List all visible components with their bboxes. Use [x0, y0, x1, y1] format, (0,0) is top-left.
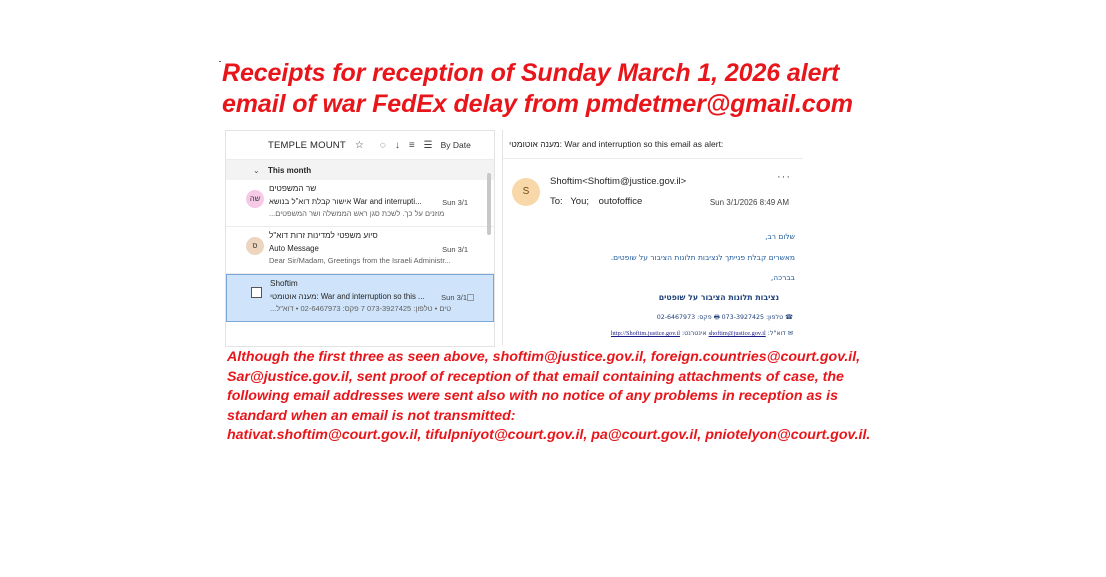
list-item-selected[interactable] [226, 274, 494, 322]
group-header[interactable] [226, 160, 494, 180]
body-contact-line [611, 330, 793, 337]
body-regards: בברכה, [770, 273, 795, 282]
reading-pane [502, 130, 803, 345]
note-line-2: Sar@justice.gov.il, sent proof of reception of that email containing attachments of case, the [227, 368, 844, 385]
message-date: Sun 3/1 [442, 245, 468, 254]
message-header [503, 159, 803, 209]
note-line-3: following email addresses were sent also with no notice of any problems in reception as is [227, 388, 839, 405]
sent-date: Sun 3/1/2026 8:49 AM [709, 198, 789, 207]
more-options-icon[interactable]: ··· [777, 171, 791, 183]
avatar: ס [246, 237, 264, 255]
select-checkbox[interactable] [251, 287, 262, 298]
email-label: ✉ דוא"ל: [767, 330, 793, 337]
body-confirmation: מאשרים קבלת פנייתך לנציבות תלונות הציבור על שופטים. [610, 253, 795, 262]
reply-icon[interactable]: ◌ [379, 139, 386, 151]
folder-title: TEMPLE MOUNT [268, 139, 346, 151]
note-line-4: standard when an email is not transmitted: [227, 407, 516, 424]
group-label: This month [268, 165, 312, 175]
sort-lines-icon[interactable]: ☰ [423, 139, 433, 151]
reading-subject: מענה אוטומטי: War and interruption so this email as alert: [503, 130, 803, 159]
body-signature: נציבות תלונות הציבור על שופטים [658, 293, 779, 302]
message-date: Sun 3/1 [442, 198, 468, 207]
note-line-1: Although the first three as seen above, shoftim@justice.gov.il, foreign.countries@court.gov.il, [227, 349, 861, 365]
message-subject: מענה אוטומטי: War and interruption so this ... [270, 292, 425, 301]
email-link[interactable]: shoftim@justice.gov.il [708, 330, 766, 337]
headline-line-2: email of war FedEx delay from pmdetmer@gmail.com [222, 90, 853, 118]
headline [222, 58, 1082, 120]
message-sender: Shoftim [270, 279, 298, 288]
message-preview: ...טים • טלפון: 073-3927425 7 פקס: 02-6467973 • דוא"ל [270, 304, 452, 313]
pin-icon[interactable] [467, 294, 474, 301]
message-subject: אישור קבלת דוא"ל בנושא War and interrupti... [269, 197, 422, 206]
message-date: Sun 3/1 [441, 293, 467, 302]
list-item[interactable] [226, 227, 494, 274]
body-greeting: שלום רב, [765, 232, 795, 241]
sort-arrow-icon[interactable]: ↓ [394, 139, 400, 151]
filter-icon[interactable]: ≡ [408, 139, 415, 151]
internet-label: אינטרנט: [682, 330, 707, 337]
list-toolbar [226, 131, 494, 160]
message-list-pane [225, 130, 495, 347]
star-icon[interactable]: ☆ [354, 139, 364, 151]
sort-by-date[interactable]: By Date [440, 140, 471, 150]
to-recipient-outofoffice[interactable]: outofoffice [598, 196, 643, 207]
list-item[interactable] [226, 180, 494, 227]
explanatory-note [227, 348, 887, 446]
message-sender: סיוע משפטי למדינות זרות דוא"ל [269, 231, 378, 240]
avatar: S [512, 178, 540, 206]
avatar: שה [246, 190, 264, 208]
message-preview: Dear Sir/Madam, Greetings from the Israeli Administr... [269, 256, 451, 265]
scrollbar[interactable] [487, 173, 491, 235]
from-address[interactable]: Shoftim<Shoftim@justice.gov.il> [550, 176, 687, 187]
website-link[interactable]: http://Shoftim.justice.gov.il [610, 330, 681, 337]
to-line [550, 196, 642, 207]
message-preview: ...מוזנים על כך. לשכת סגן ראש הממשלה ושר המשפטים [269, 209, 445, 218]
chevron-down-icon[interactable]: ⌄ [253, 165, 260, 175]
message-sender: שר המשפטים [269, 184, 317, 193]
to-label: To: [550, 196, 563, 207]
to-recipient-you[interactable]: You; [570, 196, 589, 207]
stray-dot [219, 61, 221, 62]
note-line-5: hativat.shoftim@court.gov.il, tifulpniyot@court.gov.il, pa@court.gov.il, pniotelyon@court.gov.il. [227, 427, 871, 444]
headline-line-1: Receipts for reception of Sunday March 1, 2026 alert [222, 59, 840, 87]
body-phone-fax: ☎ טלפון: 073-3927425 🖶 פקס: 02-6467973 [656, 314, 793, 321]
message-subject: Auto Message [269, 244, 319, 253]
